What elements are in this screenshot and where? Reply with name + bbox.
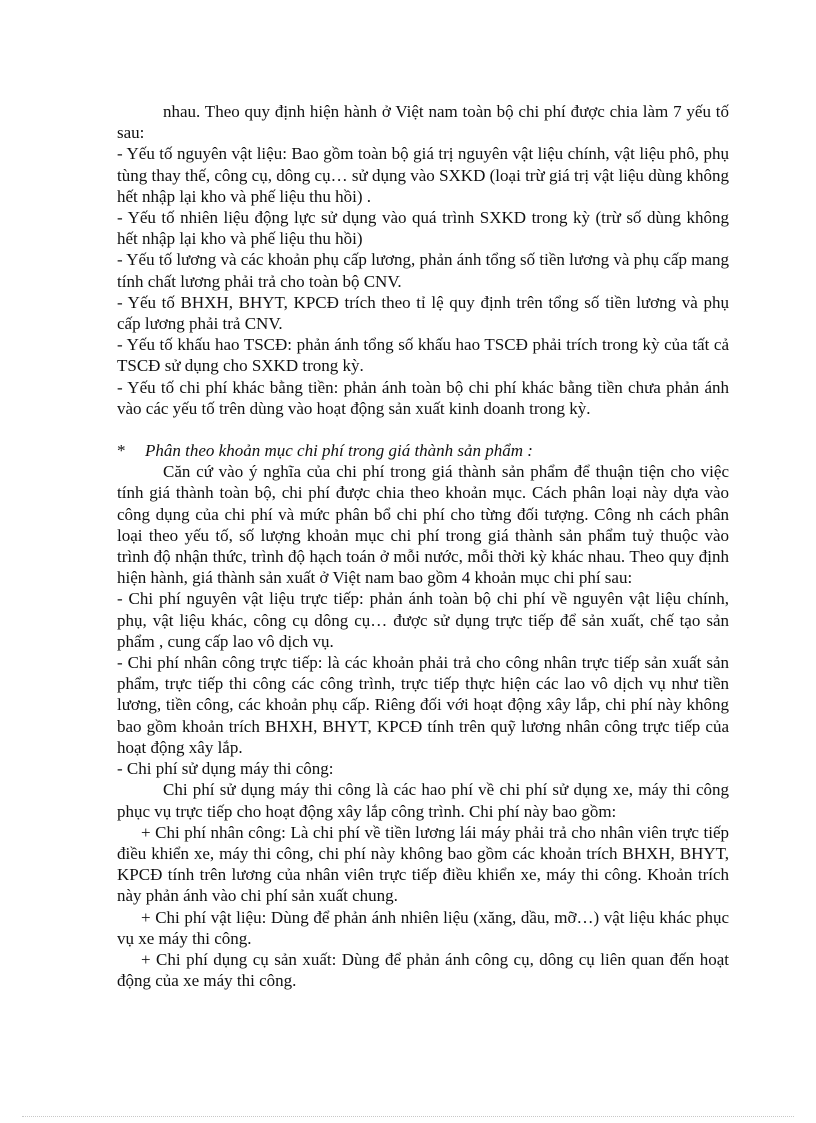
page-bottom-border: [22, 1116, 794, 1117]
paragraph-element-3: - Yếu tố lương và các khoản phụ cấp lương, phản ánh tổng số tiền lương và phụ cấp mang tính chất lương phải trả cho toàn bộ CNV.: [117, 250, 729, 291]
paragraph-element-5: - Yếu tố khấu hao TSCĐ: phản ánh tổng số khấu hao TSCĐ phải trích trong kỳ của tất cả TSCĐ sử dụng cho SXKD trong kỳ.: [117, 335, 729, 376]
paragraph-element-4: - Yếu tố BHXH, BHYT, KPCĐ trích theo tỉ lệ quy định trên tổng số tiền lương và phụ cấp lương phải trả CNV.: [117, 292, 729, 334]
paragraph-item-materials: - Chi phí nguyên vật liệu trực tiếp: phản ánh toàn bộ chi phí về nguyên vật liệu chính, phụ, vật liệu khác, công cụ dông cụ… được sử dụng trực tiếp để sản xuất, chế tạo sản phẩm , cung cấp lao vô dịch vụ.: [117, 589, 729, 651]
paragraph-sub-tools: + Chi phí dụng cụ sản xuất: Dùng để phản ánh công cụ, dông cụ liên quan đến hoạt động của xe máy thi công.: [117, 949, 729, 991]
section-heading: [117, 440, 729, 461]
paragraph-section-intro: Căn cứ vào ý nghĩa của chi phí trong giá thành sản phẩm để thuận tiện cho việc tính giá thành toàn bộ, chi phí được chia theo khoản mục. Cách phân loại này dựa vào công dụng của chi phí và mức phân bổ chi phí cho từng đối tượng. Công nh cách phân loại theo yếu tố, số lượng khoản mục chi phí trong giá thành sản phẩm tuỷ thuộc vào trình độ nhận thức, trình độ hạch toán ở mỗi nước, mỗi thời kỳ khác nhau. Theo quy định hiện hành, giá thành sản xuất ở Việt nam bao gồm 4 khoản mục chi phí sau:: [117, 462, 729, 588]
paragraph-item-machine: - Chi phí sử dụng máy thi công:: [117, 759, 334, 779]
paragraph-element-1: - Yếu tố nguyên vật liệu: Bao gồm toàn bộ giá trị nguyên vật liệu chính, vật liệu phô, phụ tùng thay thế, công cụ, dông cụ… sử dụng vào SXKD (loại trừ giá trị vật liệu dùng không hết nhập lại kho và phế liệu thu hồi) .: [117, 144, 729, 206]
paragraph-element-6: - Yếu tố chi phí khác bằng tiền: phản ánh toàn bộ chi phí khác bằng tiền chưa phản ánh vào các yếu tố trên dùng vào hoạt động sản xuất kinh doanh trong kỳ.: [117, 377, 729, 418]
paragraph-element-2: - Yếu tố nhiên liệu động lực sử dụng vào quá trình SXKD trong kỳ (trừ số dùng không hết nhập lại kho và phế liệu thu hồi): [117, 208, 729, 249]
heading-bullet: *: [117, 441, 126, 461]
heading-text: Phân theo khoản mục chi phí trong giá thành sản phẩm :: [145, 441, 533, 461]
paragraph-item-labor: - Chi phí nhân công trực tiếp: là các khoản phải trả cho công nhân trực tiếp sản xuất sản phẩm, trực tiếp thi công các công trình, trực tiếp thực hiện các lao vô dịch vụ như tiền lương, tiền công, các khoản phụ cấp. Riêng đối với hoạt động xây lắp, chi phí này không bao gồm khoản trích BHXH, BHYT, KPCĐ tính trên quỹ lương nhân công trực tiếp của hoạt động xây lắp.: [117, 653, 729, 757]
paragraph-machine-desc: Chi phí sử dụng máy thi công là các hao phí về chi phí sử dụng xe, máy thi công phục vụ trực tiếp cho hoạt động xây lắp công trình. Chi phí này bao gồm:: [117, 780, 729, 821]
paragraph-gap: [117, 419, 729, 440]
paragraph-sub-labor: + Chi phí nhân công: Là chi phí về tiền lương lái máy phải trả cho nhân viên trực tiếp điều khiển xe, máy thi công, chi phí này không bao gồm các khoản trích BHXH, BHYT, KPCĐ tính trên lương của nhân viên trực tiếp điều khiển xe, máy thi công. Khoản trích này phản ánh vào chi phí sản xuất chung.: [117, 822, 729, 906]
document-page: [117, 101, 729, 991]
paragraph-intro: nhau. Theo quy định hiện hành ở Việt nam toàn bộ chi phí được chia làm 7 yếu tố sau:: [117, 102, 729, 143]
paragraph-sub-materials: + Chi phí vật liệu: Dùng để phản ánh nhiên liệu (xăng, dầu, mỡ…) vật liệu khác phục vụ xe máy thi công.: [117, 907, 729, 948]
